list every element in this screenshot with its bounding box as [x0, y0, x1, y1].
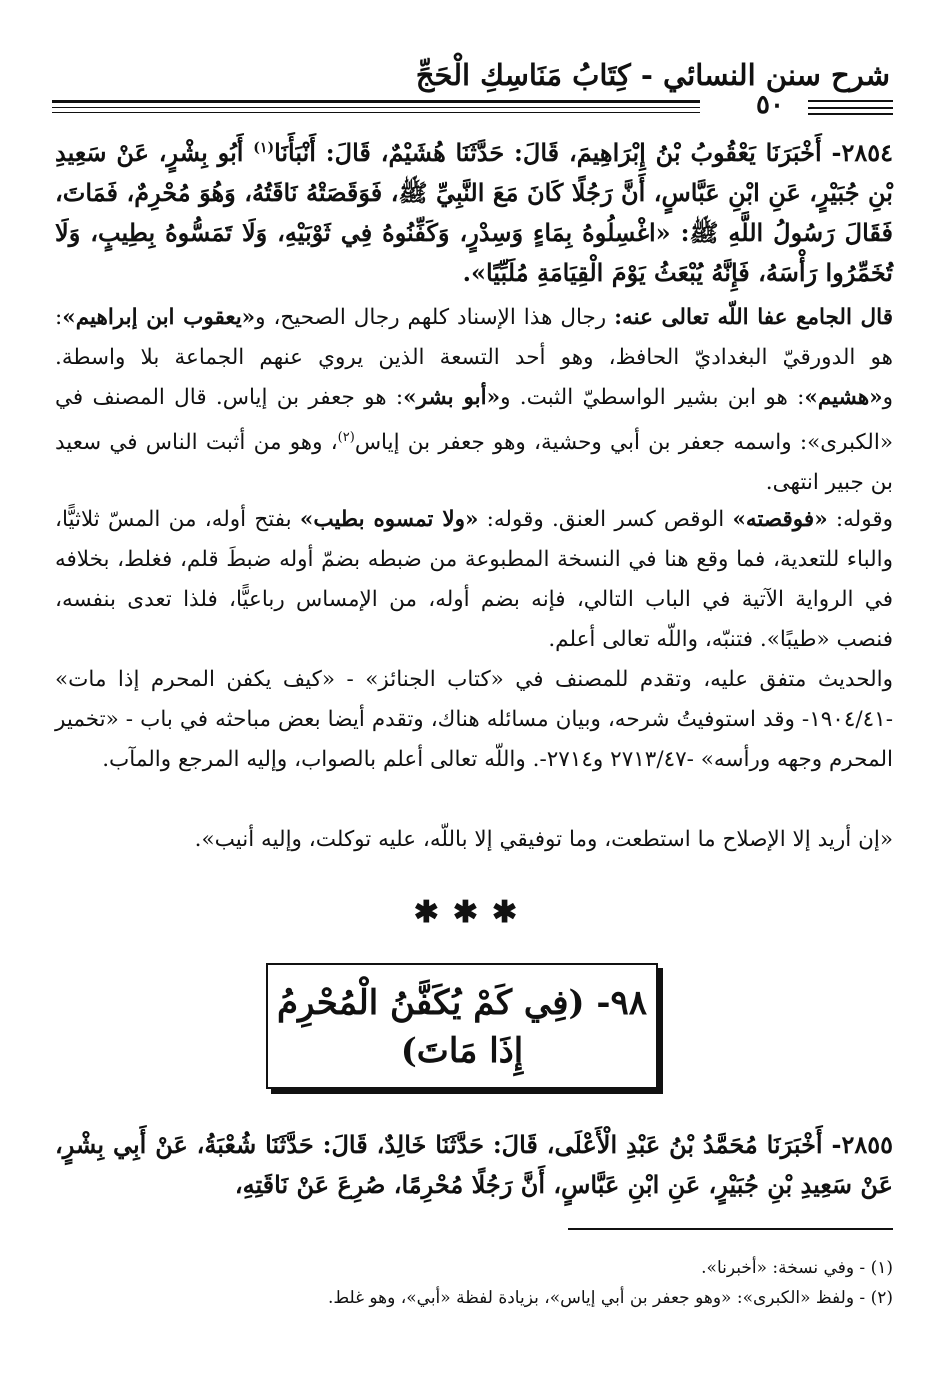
hadith-text: أَخْبَرَنَا مُحَمَّدُ بْنُ عَبْدِ الْأَعْلَى، قَالَ: حَدَّثَنَا خَالِدٌ، قَالَ: حَدَّثَنَا شُعْبَةُ، عَنْ أَبِي بِشْرٍ، عَنْ سَعِيدِ بْنِ جُبَيْرٍ، عَنِ ابْنِ عَبَّاسٍ، أَنَّ رَجُلًا مُحْرِمًا، صُرِعَ عَنْ نَاقَتِهِ،	[55, 1130, 893, 1199]
narrator-name: «يعقوب ابن إبراهيم»	[62, 305, 256, 330]
footnote-rule	[568, 1228, 893, 1230]
header-rule-thin	[52, 107, 700, 108]
hadith-text: أَخْبَرَنَا يَعْقُوبُ بْنُ إِبْرَاهِيمَ، قَالَ: حَدَّثَنَا هُشَيْمٌ، قَالَ: أَنْبَأَنَا	[274, 138, 822, 167]
header-rule-thin-2	[52, 112, 700, 113]
chapter-title: ٩٨- (فِي كَمْ يُكَفَّنُ الْمُحْرِمُ إِذَا مَاتَ)	[276, 983, 648, 1071]
commentary-text: وقوله:	[827, 507, 893, 532]
commentary-text: ، وهو من أثبت الناس في سعيد بن جبير انتهى.	[55, 430, 893, 496]
commentary-text: : هو جعفر بن إياس. قال المصنف في «الكبرى»: واسمه جعفر بن أبي وحشية، وهو جعفر بن إياس	[55, 385, 893, 456]
commentary-paragraph-4: «إن أريد إلا الإصلاح ما استطعت، وما توفيقي إلا باللّه، عليه توكلت، وإليه أنيب».	[194, 827, 893, 852]
commentary-text: بفتح أوله، من المسّ ثلاثيًّا، والباء للتعدية، فما وقع هنا في النسخة المطبوعة من ضبطه بضمّ أوله ضبطَ قلم، فغلط، بخلافه في الرواية الآتية في الباب التالي، فإنه بضم أوله، من الإمساس رباعيًّا، فلذا تعدى بنفسه، فنصب «طيبًا». فتنبّه، واللّه تعالى أعلم.	[55, 507, 893, 652]
commentary-text: : هو ابن بشير الواسطيّ الثبت. و	[500, 385, 805, 410]
commentary-paragraph-1	[55, 298, 893, 503]
commentary-text: الوقص كسر العنق. وقوله:	[478, 507, 733, 532]
hadith-text-continued: أَبُو بِشْرٍ، عَنْ سَعِيدِ بْنِ جُبَيْرٍ، عَنِ ابْنِ عَبَّاسٍ، أَنَّ رَجُلًا كَانَ مَعَ النَّبِيِّ ﷺ، فَوَقَصَتْهُ نَاقَتُهُ، وَهُوَ مُحْرِمٌ، فَمَاتَ، فَقَالَ رَسُولُ اللَّهِ ﷺ: «اغْسِلُوهُ بِمَاءٍ وَسِدْرٍ، وَكَفِّنُوهُ فِي ثَوْبَيْهِ، وَلَا تَمَسُّوهُ بِطِيبٍ، وَلَا تُخَمِّرُوا رَأْسَهُ، فَإِنَّهُ يُبْعَثُ يَوْمَ الْقِيَامَةِ مُلَبِّيًا».	[55, 138, 893, 287]
footnote-2: (٢) - ولفظ «الكبرى»: «وهو جعفر بن أبي إياس»، بزيادة لفظة «أبي»، وهو غلط.	[327, 1288, 893, 1308]
hadith-number: ٢٨٥٥-	[831, 1130, 893, 1159]
section-separator: ✱✱✱	[413, 895, 532, 930]
quoted-phrase: «ولا تمسوه بطيب»	[299, 507, 479, 532]
page-number-rule-2	[808, 107, 893, 109]
footnote-1: (١) - وفي نسخة: «أخبرنا».	[701, 1258, 893, 1278]
page-number: ٥٠	[756, 90, 784, 120]
hadith-2854	[55, 128, 893, 293]
commentary-paragraph-3: والحديث متفق عليه، وتقدم للمصنف في «كتاب الجنائز» - «كيف يكفن المحرم إذا مات» -١٩٠٤/٤١- وقد استوفيتُ شرحه، وبيان مسائله هناك، وتقدم أيضا بعض مباحثه في باب - «تخمير المحرم وجهه ورأسه» -٢٧١٣/٤٧ و٢٧١٤-. واللّه تعالى أعلم بالصواب، وإليه المرجع والمآب.	[55, 667, 893, 772]
footnotes	[55, 1253, 893, 1313]
page-number-rule	[808, 100, 893, 102]
hadith-number: ٢٨٥٤-	[831, 138, 894, 167]
commentary-paragraph-2	[55, 500, 893, 660]
running-header-title: شرح سنن النسائي - كِتَابُ مَنَاسِكِ الْحَجِّ	[415, 58, 890, 92]
page-number-rule-3	[808, 113, 893, 115]
commentary-text: رجال هذا الإسناد كلهم رجال الصحيح، و	[255, 305, 615, 330]
author-lead: قال الجامع عفا اللّه تعالى عنه:	[614, 305, 893, 330]
hadith-2855	[55, 1125, 893, 1205]
narrator-name: «هشيم»	[804, 385, 883, 410]
commentary-text: : هو الدورقيّ البغداديّ الحافظ، وهو أحد التسعة الذين يروي عنهم الجماعة بلا واسطة. و	[55, 305, 893, 410]
narrator-name: «أبو بشر»	[403, 385, 501, 410]
header-rule	[52, 100, 700, 103]
footnote-ref-1: (١)	[253, 140, 275, 156]
quoted-word: «فوقصته»	[732, 507, 828, 532]
chapter-heading-box	[266, 963, 658, 1089]
footnote-ref-2: (٢)	[337, 430, 355, 445]
